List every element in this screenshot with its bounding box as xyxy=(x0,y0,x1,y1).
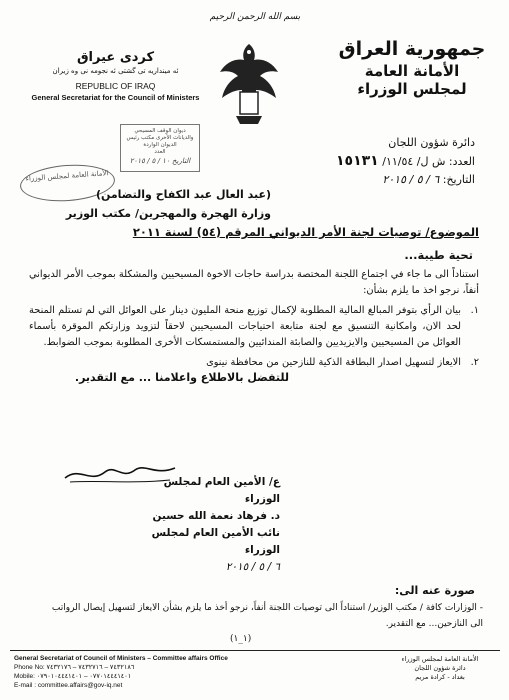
footer-divider xyxy=(10,650,500,651)
letterhead-right xyxy=(337,38,487,98)
list-item: ٢. الايعاز لتسهيل اصدار البطاقة الذكية للنازحين من محافظة نينوى xyxy=(206,357,479,368)
reference-number: العدد: ش ل/ ١١/٥٤/ ١٥١٣١ xyxy=(335,153,475,169)
oval-stamp: الأمانة العامة لمجلس الوزراء xyxy=(19,162,116,205)
kurdish-subtitle: ئه مينداريه تى گشتى ئه نجومه نى وه زيران xyxy=(52,67,179,75)
signatory-title: نائب الأمين العام لمجلس الوزراء xyxy=(151,527,280,556)
greeting: تحية طيبة... xyxy=(404,248,473,262)
recipient-line-1: (عبد العال عبد الكفاح والتضامن) xyxy=(95,188,271,201)
footer-english: General Secretariat of Council of Ministers – Committee affairs Office Phone No: ٧٤٣٢١٨٦ – ٧٤٣٢٧١٦ – ٧٤٣٢١٧٦ Mobile: ٠٧٧٠١٤٤٤١٤٠١ – ٠٧٩٠١٠٤٤٤١٤٠١ E-mail : committee.affairs@gov-iq.net xyxy=(14,655,228,689)
cc-body: - الوزارات كافة / مكتب الوزير/ استناداً الى توصيات اللجنة أنفاً، نرجو أخذ ما يلزم بشأن الايعاز لتسهيل إيصال الرواتب الى النازحين... مع التقدير. xyxy=(51,603,483,629)
iraq-eagle-emblem-icon xyxy=(214,40,284,130)
bismillah: بسم الله الرحمن الرحيم xyxy=(209,12,301,22)
kurdish-title: كردى عيراق xyxy=(76,50,155,65)
signatory-role: ع/ الأمين العام لمجلس الوزراء xyxy=(163,476,280,505)
signatory-name: د. فرهاد نعمة الله حسين xyxy=(152,510,280,522)
page-number: (١_١) xyxy=(230,634,252,644)
english-country: REPUBLIC OF IRAQ xyxy=(75,81,156,91)
footer-arabic: الأمانة العامة لمجلس الوزراء دائرة شؤون اللجان بغداد - كرادة مريم xyxy=(401,655,479,681)
intro-paragraph: استناداً الى ما جاء في اجتماع اللجنة المختصة بدراسة حاجات الاخوة المسيحيين والمشكلة بموجب الأمر الديواني أنفاً، نرجو اخذ ما يلزم بشأن: xyxy=(29,269,479,296)
signature-date: ٦ / ٥ / ٢٠١٥ xyxy=(225,561,280,573)
closing-line: للتفضل بالاطلاع واعلامنا ... مع التقدير. xyxy=(74,371,289,384)
department-label: دائرة شؤون اللجان xyxy=(388,136,475,149)
cc-title: صورة عنه الى: xyxy=(394,584,475,597)
incoming-stamp: ديوان الوقف المسيحي والديانات الأخرى مكتب رئيس الديوان الواردة العدد التاريخ ١٠ / ٥ / ٢٠١٥ xyxy=(120,124,200,172)
reference-block xyxy=(300,134,475,189)
subject-line: الموضوع/ توصيات لجنة الأمر الديواني المرقم (٥٤) لسنة ٢٠١١ xyxy=(132,225,479,239)
letter-body xyxy=(29,267,479,371)
secretariat-title: الأمانة العامة لمجلس الوزراء xyxy=(357,62,467,98)
country-title: جمهورية العراق xyxy=(338,38,486,60)
signature-block xyxy=(130,474,280,576)
reference-date: التاريخ: ٦ / ٥ / ٢٠١٥ xyxy=(382,173,475,186)
list-item: ١. بيان الرأي بتوفر المبالغ المالية المطلوبة لإكمال توزيع منحة المليون دينار على العوائل التي لم تستلم المنحة لحد الان، وامكانية التنسيق مع لجنة متابعة احتياجات المسيحيين لاحقاً لتزويد وزارتكم الموقرة بأسماء العوائل من المسيحيين والايزيديين والصابئة المندائيين والمستمسكات الأخرى المطلوبة بموجب الضوابط. xyxy=(29,305,479,348)
english-secretariat: General Secretariat for the Council of Ministers xyxy=(31,93,200,102)
recipient-line-2: وزارة الهجرة والمهجرين/ مكتب الوزير xyxy=(65,207,271,220)
letterhead-left xyxy=(28,50,203,102)
